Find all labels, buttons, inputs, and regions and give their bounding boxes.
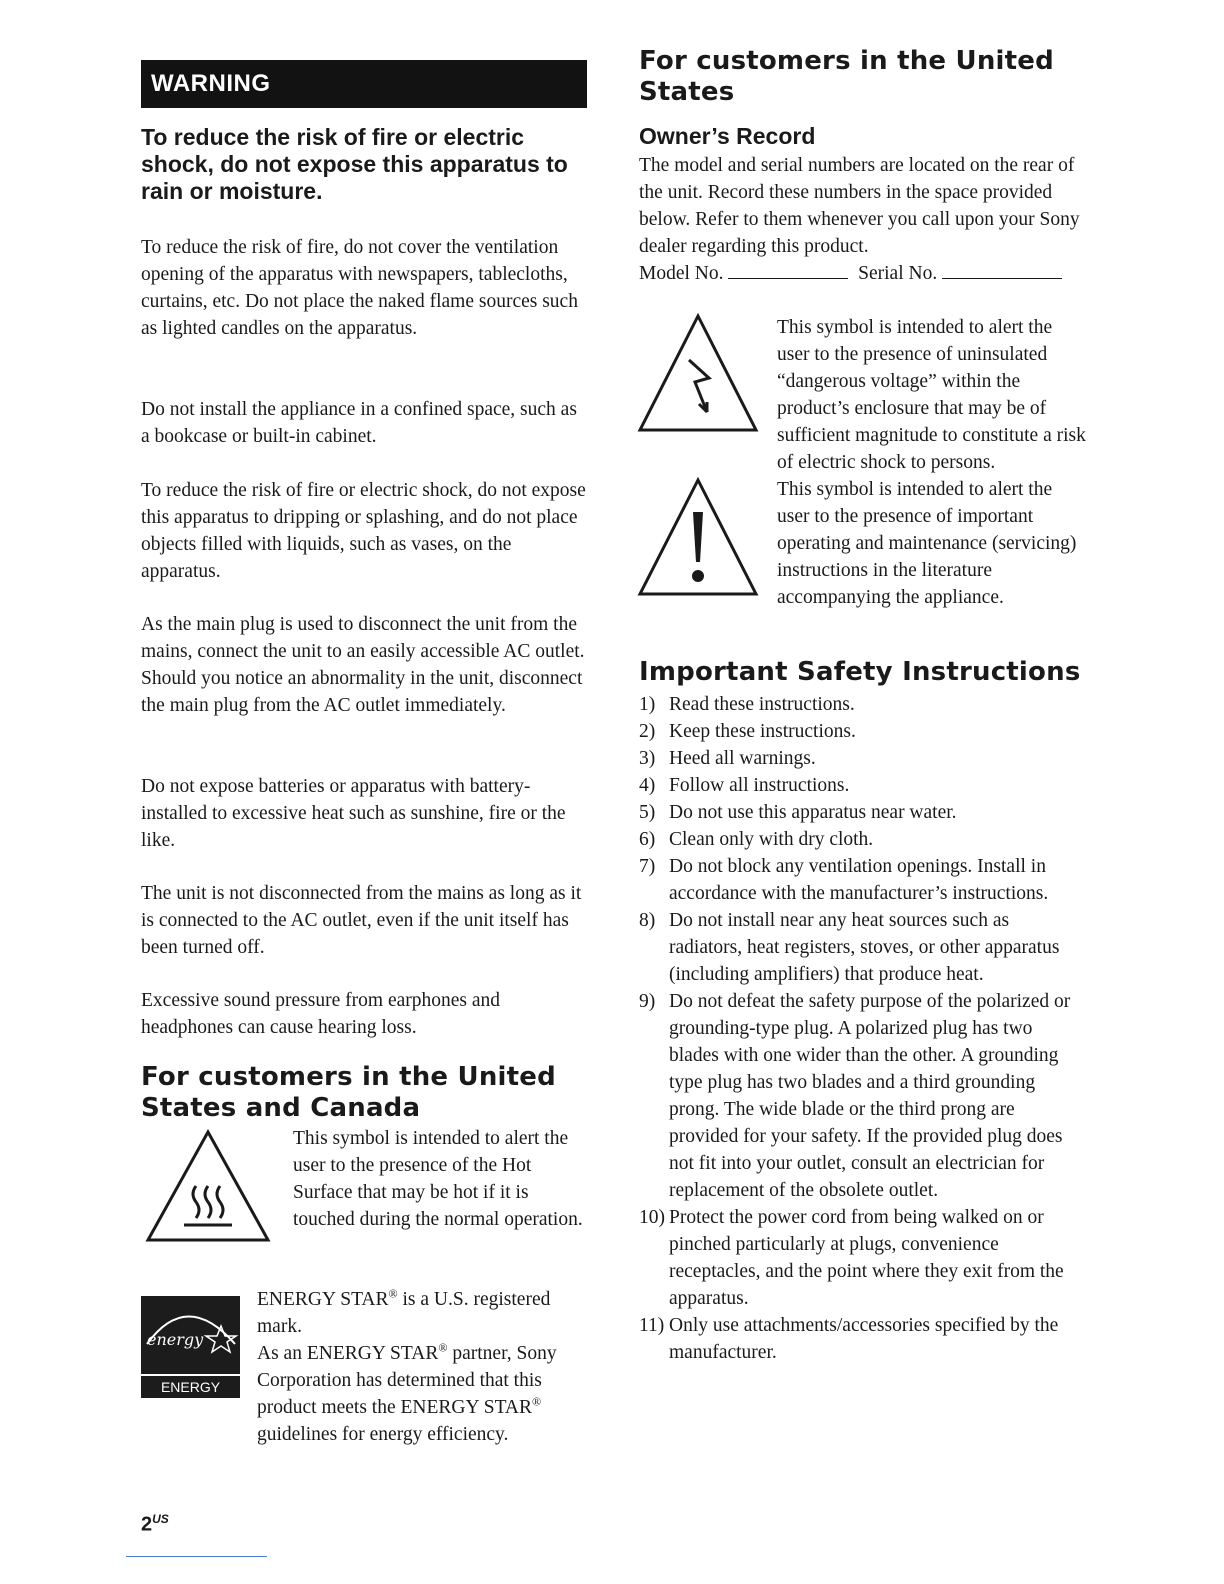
list-item: 5) Do not use this apparatus near water.: [639, 802, 957, 823]
energy-star-text-2b: partner, Sony Corporation has determined that this product meets the ENERGY STAR: [257, 1343, 557, 1418]
us-heading-line1: For customers in the United: [639, 46, 1054, 76]
serial-label: Serial No.: [858, 263, 938, 284]
us-canada-heading: [141, 1062, 587, 1124]
us-canada-heading-line2: States and Canada: [141, 1093, 421, 1123]
exclamation-warning-icon: [637, 476, 759, 598]
registered-mark: ®: [532, 1394, 542, 1409]
us-heading: [639, 46, 1084, 108]
safety-instructions-title: Important Safety Instructions: [639, 657, 1081, 687]
warning-banner-label: WARNING: [151, 70, 271, 97]
list-item: 8) Do not install near any heat sources such as radiators, heat registers, stoves, or other apparatus (including amplifiers) that produce heat.: [639, 910, 1060, 985]
energy-star-logo: [141, 1296, 240, 1415]
exclamation-symbol-description: This symbol is intended to alert the user to the presence of important operating and maintenance (servicing) instructions in the literature accompanying the appliance.: [777, 479, 1077, 608]
owners-record-title: Owner’s Record: [639, 123, 816, 149]
list-item: 10) Protect the power cord from being walked on or pinched particularly at plugs, convenience receptacles, and the point where they exit from the apparatus.: [639, 1207, 1064, 1309]
hot-surface-warning-icon: [144, 1128, 272, 1244]
warning-paragraph-main-plug: As the main plug is used to disconnect the unit from the mains, connect the unit to an easily accessible AC outlet. Should you notice an abnormality in the unit, disconnect the main plug from the AC outlet immediately.: [141, 614, 585, 716]
list-item: 6) Clean only with dry cloth.: [639, 829, 874, 850]
registered-mark: ®: [388, 1286, 398, 1301]
warning-paragraph-mains: The unit is not disconnected from the mains as long as it is connected to the AC outlet, even if the unit itself has been turned off.: [141, 883, 582, 958]
list-item: 1) Read these instructions.: [639, 694, 855, 715]
energy-star-text: [257, 1286, 587, 1448]
warning-paragraph-batteries: Do not expose batteries or apparatus with battery-installed to excessive heat such as sunshine, fire or the like.: [141, 776, 566, 851]
model-label: Model No.: [639, 263, 724, 284]
hot-surface-description: This symbol is intended to alert the user to the presence of the Hot Surface that may be hot if it is touched during the normal operation.: [293, 1128, 583, 1230]
list-item: 11) Only use attachments/accessories specified by the manufacturer.: [639, 1315, 1059, 1363]
energy-star-script: energy: [147, 1330, 204, 1349]
footer-rule: [126, 1556, 267, 1557]
energy-star-text-1a: ENERGY STAR: [257, 1289, 389, 1310]
registered-mark: ®: [438, 1340, 448, 1355]
serial-number-field[interactable]: [942, 260, 1062, 279]
warning-paragraph-confined-space: Do not install the appliance in a confined space, such as a bookcase or built-in cabinet.: [141, 399, 577, 447]
list-item: 7) Do not block any ventilation openings. Install in accordance with the manufacturer’s instructions.: [639, 856, 1049, 904]
model-number-field[interactable]: [728, 260, 848, 279]
page-number-suffix: US: [152, 1512, 169, 1526]
energy-star-text-2c: guidelines for energy efficiency.: [257, 1424, 509, 1445]
list-item: 9) Do not defeat the safety purpose of the polarized or grounding-type plug. A polarized plug has two blades with one wider than the other. A grounding type plug has two blades and a third grounding prong. The wide blade or the third prong are provided for your safety. If the provided plug does not fit into your outlet, consult an electrician for replacement of the obsolete outlet.: [639, 991, 1071, 1201]
voltage-symbol-description: This symbol is intended to alert the user to the presence of uninsulated “dangerous voltage” within the product’s enclosure that may be of sufficient magnitude to constitute a risk of electric shock to persons.: [777, 317, 1086, 473]
us-heading-line2: States: [639, 77, 735, 107]
warning-paragraph-liquids: To reduce the risk of fire or electric shock, do not expose this apparatus to dripping or splashing, and do not place objects filled with liquids, such as vases, on the apparatus.: [141, 480, 586, 582]
page-number-value: 2: [141, 1513, 153, 1536]
energy-star-text-2a: As an ENERGY STAR: [257, 1343, 439, 1364]
dangerous-voltage-warning-icon: [637, 312, 759, 434]
warning-paragraph-ventilation: To reduce the risk of fire, do not cover the ventilation opening of the apparatus with newspapers, tablecloths, curtains, etc. Do not place the naked flame sources such as lighted candles on the apparatus.: [141, 237, 578, 339]
us-canada-heading-line1: For customers in the United: [141, 1062, 556, 1092]
safety-instructions-list: [639, 691, 1084, 1366]
owners-record-text: The model and serial numbers are located on the rear of the unit. Record these numbers in the space provided below. Refer to them whenever you call upon your Sony dealer regarding this product.: [639, 155, 1080, 257]
page-number: [141, 1512, 169, 1537]
model-serial-fields: [639, 260, 1084, 287]
list-item: 2) Keep these instructions.: [639, 721, 856, 742]
warning-headline: To reduce the risk of fire or electric shock, do not expose this apparatus to rain or moisture.: [141, 124, 568, 204]
energy-star-text-1b: is a U.S. registered mark.: [257, 1289, 551, 1337]
warning-banner: [141, 60, 587, 108]
energy-star-logo-label: ENERGY STAR: [160, 1379, 221, 1415]
warning-paragraph-hearing: Excessive sound pressure from earphones and headphones can cause hearing loss.: [141, 990, 501, 1038]
list-item: 3) Heed all warnings.: [639, 748, 816, 769]
list-item: 4) Follow all instructions.: [639, 775, 850, 796]
